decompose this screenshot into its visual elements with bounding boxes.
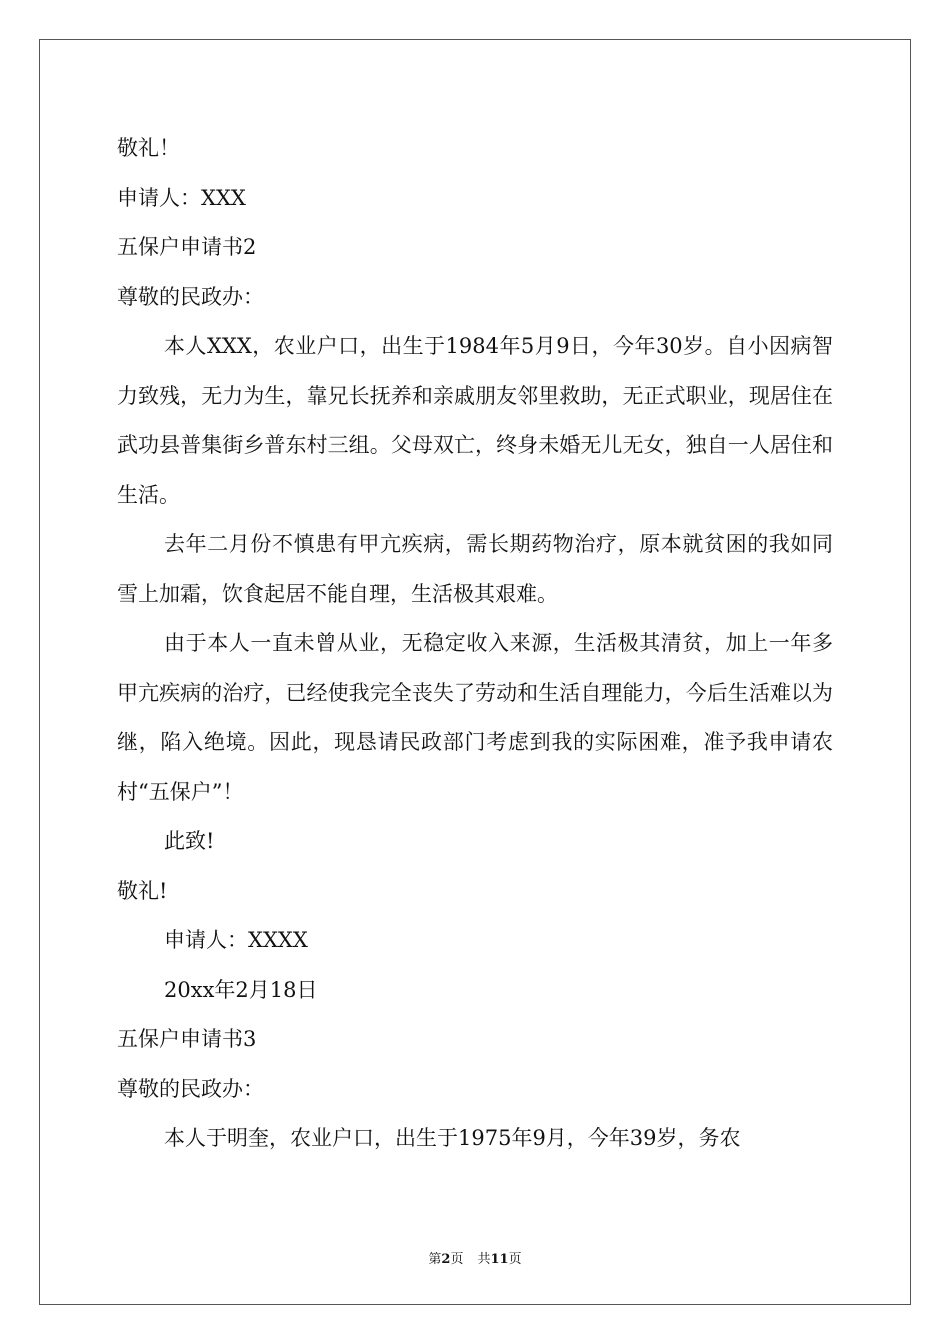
body-paragraph: 本人XXX，农业户口，出生于1984年5月9日，今年30岁。自小因病智力致残，无力为生，靠兄长抚养和亲戚朋友邻里救助，无正式职业，现居住在武功县普集街乡普东村三组。父母双亡，终身未婚无儿无女，独自一人居住和生活。 (117, 334, 833, 507)
section-title: 五保户申请书2 (117, 235, 257, 259)
body-paragraph: 本人于明奎，农业户口，出生于1975年9月，今年39岁，务农 (164, 1126, 741, 1150)
regards-line: 敬礼！ (117, 136, 180, 160)
body-paragraph: 由于本人一直未曾从业，无稳定收入来源，生活极其清贫，加上一年多甲亢疾病的治疗，已经使我完全丧失了劳动和生活自理能力，今后生活难以为继，陷入绝境。因此，现恳请民政部门考虑到我的实际困难，准予我申请农村“五保户”！ (117, 631, 833, 804)
regards-line: 敬礼! (117, 878, 168, 903)
salutation-line: 尊敬的民政办： (117, 284, 264, 309)
page-total: 11 (490, 1252, 509, 1267)
applicant-line: 申请人：XXXX (164, 928, 308, 952)
total-prefix: 共 (477, 1252, 491, 1267)
page-footer (0, 1248, 950, 1267)
document-body (117, 124, 833, 1164)
body-paragraph: 去年二月份不慎患有甲亢疾病，需长期药物治疗，原本就贫困的我如同雪上加霜，饮食起居不能自理，生活极其艰难。 (117, 532, 833, 606)
page-suffix: 页 (450, 1252, 464, 1267)
total-suffix: 页 (508, 1252, 522, 1267)
applicant-line: 申请人：XXX (117, 185, 246, 210)
closing-line: 此致! (164, 829, 215, 853)
salutation-line: 尊敬的民政办： (117, 1076, 264, 1101)
date-line: 20xx年2月18日 (164, 977, 318, 1002)
page-current: 2 (441, 1252, 451, 1267)
page-prefix: 第 (428, 1252, 442, 1267)
section-title: 五保户申请书3 (117, 1027, 257, 1051)
